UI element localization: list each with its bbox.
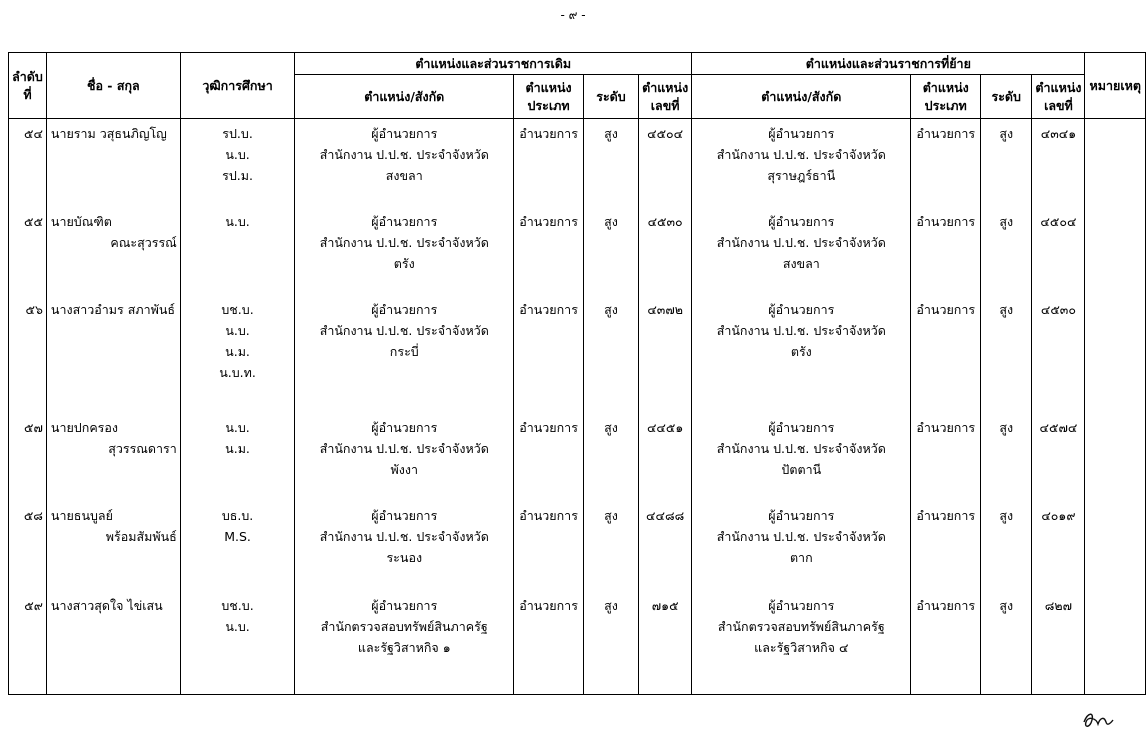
page-number: - ๙ -: [560, 8, 586, 22]
destination-type: [911, 591, 981, 695]
destination-level: [981, 207, 1032, 295]
row-number: [9, 295, 47, 413]
education-item: น.บ.ท.: [219, 364, 256, 380]
destination-level: [981, 119, 1032, 207]
original-type-text: อำนวยการ: [519, 126, 578, 141]
original-position: [295, 295, 514, 413]
table-row: [9, 207, 1146, 295]
person-name: [46, 413, 180, 501]
original-level-text: สูง: [604, 301, 618, 317]
education-list: [180, 295, 295, 413]
destination-position-line: ผู้อำนวยการ: [768, 507, 835, 523]
destination-number-text: ๔๕๗๔: [1039, 419, 1078, 435]
education-item: รป.บ.: [222, 126, 253, 141]
remark-cell: [1085, 295, 1146, 413]
original-level-text: สูง: [604, 597, 618, 613]
original-number-text: ๔๓๗๒: [647, 301, 683, 317]
original-type-text: อำนวยการ: [519, 597, 578, 613]
destination-position-line: ผู้อำนวยการ: [768, 213, 835, 229]
destination-level-text: สูง: [999, 126, 1014, 141]
person-name: [46, 295, 180, 413]
original-type-text: อำนวยการ: [519, 213, 578, 229]
original-type: [514, 295, 584, 413]
destination-position: [692, 413, 911, 501]
original-position-line: ผู้อำนวยการ: [371, 597, 438, 613]
destination-position-line: สำนักงาน ป.ป.ช. ประจำจังหวัด: [716, 234, 886, 250]
destination-type: [911, 295, 981, 413]
education-list: [180, 591, 295, 695]
header-dest-level: ระดับ: [981, 75, 1032, 119]
original-number-text: ๔๔๘๘: [646, 507, 685, 523]
destination-level: [981, 413, 1032, 501]
remark-cell: [1085, 207, 1146, 295]
table-row: [9, 413, 1146, 501]
education-item: บช.บ.: [221, 301, 254, 317]
destination-position-line: และรัฐวิสาหกิจ ๔: [754, 639, 849, 655]
destination-number: [1032, 295, 1085, 413]
person-name: [46, 119, 180, 207]
row-number: [9, 501, 47, 591]
destination-position: [692, 119, 911, 207]
destination-number: [1032, 119, 1085, 207]
destination-position-line: ผู้อำนวยการ: [768, 126, 835, 141]
original-level: [583, 501, 638, 591]
original-position-line: สำนักงาน ป.ป.ช. ประจำจังหวัด: [319, 147, 489, 162]
education-item: น.บ.: [225, 419, 250, 435]
original-type: [514, 413, 584, 501]
remark-cell: [1085, 119, 1146, 207]
destination-number: [1032, 501, 1085, 591]
remark-cell: [1085, 413, 1146, 501]
original-level-text: สูง: [604, 507, 618, 523]
header-remark: หมายเหตุ: [1085, 53, 1146, 119]
destination-position-line: สำนักงาน ป.ป.ช. ประจำจังหวัด: [716, 147, 886, 162]
table-row: [9, 295, 1146, 413]
destination-type-text: อำนวยการ: [916, 213, 976, 229]
destination-position-line: ปัตตานี: [781, 461, 822, 477]
person-name-line1: นายปกครอง: [50, 419, 118, 435]
destination-position: [692, 207, 911, 295]
original-position-line: สำนักงาน ป.ป.ช. ประจำจังหวัด: [319, 234, 489, 250]
destination-position-line: สำนักงาน ป.ป.ช. ประจำจังหวัด: [716, 322, 886, 338]
destination-position-line: สำนักงาน ป.ป.ช. ประจำจังหวัด: [716, 528, 886, 544]
person-name: [46, 207, 180, 295]
destination-position-line: ผู้อำนวยการ: [768, 597, 835, 613]
original-level-text: สูง: [604, 126, 618, 141]
signature-mark: [1080, 708, 1116, 732]
original-position-line: ผู้อำนวยการ: [371, 126, 438, 141]
header-dest-type: ตำแหน่งประเภท: [911, 75, 981, 119]
person-name: [46, 501, 180, 591]
original-type: [514, 591, 584, 695]
original-position-line: และรัฐวิสาหกิจ ๑: [357, 639, 451, 655]
original-level-text: สูง: [604, 213, 618, 229]
education-item: น.บ.: [225, 213, 250, 229]
destination-number-text: ๘๒๗: [1044, 597, 1073, 613]
header-education: วุฒิการศึกษา: [180, 53, 295, 119]
original-position: [295, 119, 514, 207]
destination-type: [911, 119, 981, 207]
header-no: ลำดับที่: [9, 53, 47, 119]
destination-level-text: สูง: [999, 213, 1014, 229]
destination-position-line: สำนักตรวจสอบทรัพย์สินภาครัฐ: [717, 618, 885, 634]
header-orig-type: ตำแหน่งประเภท: [514, 75, 584, 119]
education-item: น.บ.: [225, 147, 250, 162]
destination-type-text: อำนวยการ: [916, 301, 976, 317]
row-number-text: ๕๕: [24, 213, 43, 229]
destination-number: [1032, 207, 1085, 295]
destination-level: [981, 295, 1032, 413]
original-position-line: ผู้อำนวยการ: [371, 419, 438, 435]
original-position: [295, 591, 514, 695]
education-list: [180, 119, 295, 207]
person-name: [46, 591, 180, 695]
person-name-line1: นายราม วสุธนภิญโญ: [50, 126, 167, 141]
person-name-line1: นายบัณฑิต: [50, 213, 112, 229]
header-name: ชื่อ - สกุล: [46, 53, 180, 119]
original-number: [639, 119, 692, 207]
destination-level-text: สูง: [999, 507, 1014, 523]
destination-type-text: อำนวยการ: [916, 507, 976, 523]
education-list: [180, 413, 295, 501]
original-type-text: อำนวยการ: [519, 507, 578, 523]
education-item: บช.บ.: [221, 597, 254, 613]
header-orig-number: ตำแหน่งเลขที่: [639, 75, 692, 119]
original-type: [514, 207, 584, 295]
destination-level-text: สูง: [999, 301, 1014, 317]
destination-number-text: ๔๕๓๐: [1040, 301, 1076, 317]
education-item: น.ม.: [225, 440, 250, 456]
original-position-line: ตรัง: [393, 255, 415, 271]
original-position: [295, 413, 514, 501]
education-item: บธ.บ.: [221, 507, 254, 523]
original-number-text: ๗๑๕: [651, 597, 679, 613]
original-type: [514, 501, 584, 591]
original-number-text: ๔๕๐๔: [647, 126, 684, 141]
destination-type: [911, 413, 981, 501]
destination-number-text: ๔๕๐๔: [1040, 213, 1077, 229]
education-item: น.บ.: [225, 618, 250, 634]
education-list: [180, 207, 295, 295]
destination-level-text: สูง: [999, 597, 1014, 613]
original-level: [583, 413, 638, 501]
original-level-text: สูง: [604, 419, 618, 435]
person-name-line1: นางสาวสุดใจ ไข่เสน: [50, 597, 163, 613]
person-name-line2: คณะสุวรรณ์: [110, 234, 177, 250]
person-name-line1: นางสาวอำมร สภาพันธ์: [50, 301, 176, 317]
table-row: [9, 591, 1146, 695]
row-number: [9, 413, 47, 501]
original-position-line: สำนักงาน ป.ป.ช. ประจำจังหวัด: [319, 322, 489, 338]
destination-type-text: อำนวยการ: [916, 126, 976, 141]
original-number: [639, 295, 692, 413]
original-position-line: สำนักงาน ป.ป.ช. ประจำจังหวัด: [319, 440, 489, 456]
original-level: [583, 591, 638, 695]
row-number-text: ๕๖: [25, 301, 43, 317]
person-name-line1: นายธนบูลย์: [50, 507, 113, 523]
destination-position: [692, 501, 911, 591]
education-list: [180, 501, 295, 591]
destination-type: [911, 501, 981, 591]
destination-position-line: สุราษฎร์ธานี: [767, 168, 836, 183]
original-position-line: สำนักงาน ป.ป.ช. ประจำจังหวัด: [319, 528, 489, 544]
destination-number-text: ๔๓๔๑: [1040, 126, 1077, 141]
destination-position: [692, 295, 911, 413]
destination-position-line: ผู้อำนวยการ: [768, 419, 835, 435]
remark-cell: [1085, 591, 1146, 695]
original-position-line: พังงา: [390, 461, 418, 477]
header-original-position-group: ตำแหน่งและส่วนราชการเดิม: [295, 53, 692, 75]
row-number-text: ๕๔: [24, 126, 43, 141]
original-level: [583, 207, 638, 295]
original-number: [639, 591, 692, 695]
education-item: M.S.: [224, 528, 251, 544]
destination-position-line: ตาก: [789, 549, 813, 565]
table-row: [9, 501, 1146, 591]
original-position: [295, 501, 514, 591]
destination-type: [911, 207, 981, 295]
original-level: [583, 119, 638, 207]
row-number-text: ๕๘: [23, 507, 43, 523]
original-position: [295, 207, 514, 295]
original-number: [639, 501, 692, 591]
row-number-text: ๕๙: [24, 597, 43, 613]
original-position-line: กระบี่: [389, 343, 419, 359]
original-type: [514, 119, 584, 207]
person-name-line2: พร้อมสัมพันธ์: [105, 528, 177, 544]
original-number: [639, 207, 692, 295]
destination-position: [692, 591, 911, 695]
header-orig-position: ตำแหน่ง/สังกัด: [295, 75, 514, 119]
header-dest-position: ตำแหน่ง/สังกัด: [692, 75, 911, 119]
header-destination-position-group: ตำแหน่งและส่วนราชการที่ย้าย: [692, 53, 1085, 75]
original-type-text: อำนวยการ: [519, 419, 578, 435]
original-position-line: ระนอง: [386, 549, 423, 565]
original-number: [639, 413, 692, 501]
destination-position-line: ตรัง: [790, 343, 812, 359]
original-type-text: อำนวยการ: [519, 301, 578, 317]
education-item: น.ม.: [225, 343, 250, 359]
destination-position-line: ผู้อำนวยการ: [768, 301, 835, 317]
destination-type-text: อำนวยการ: [916, 419, 976, 435]
original-position-line: ผู้อำนวยการ: [371, 301, 438, 317]
original-position-line: ผู้อำนวยการ: [371, 507, 438, 523]
original-position-line: สำนักตรวจสอบทรัพย์สินภาครัฐ: [320, 618, 488, 634]
education-item: น.บ.: [225, 322, 250, 338]
original-position-line: ผู้อำนวยการ: [371, 213, 438, 229]
header-orig-level: ระดับ: [583, 75, 638, 119]
original-position-line: สงขลา: [385, 168, 423, 183]
destination-number: [1032, 413, 1085, 501]
original-number-text: ๔๔๕๑: [646, 419, 684, 435]
transfer-table: [8, 52, 1146, 695]
row-number: [9, 591, 47, 695]
original-number-text: ๔๕๓๐: [647, 213, 683, 229]
destination-number: [1032, 591, 1085, 695]
destination-level: [981, 501, 1032, 591]
destination-level: [981, 591, 1032, 695]
original-level: [583, 295, 638, 413]
table-row: [9, 119, 1146, 207]
row-number: [9, 207, 47, 295]
destination-number-text: ๔๐๑๙: [1041, 507, 1076, 523]
destination-position-line: สงขลา: [782, 255, 820, 271]
header-dest-number: ตำแหน่งเลขที่: [1032, 75, 1085, 119]
row-number: [9, 119, 47, 207]
person-name-line2: สุวรรณดารา: [108, 440, 177, 456]
education-item: รป.ม.: [222, 168, 253, 183]
row-number-text: ๕๗: [24, 419, 43, 435]
destination-level-text: สูง: [999, 419, 1014, 435]
remark-cell: [1085, 501, 1146, 591]
destination-position-line: สำนักงาน ป.ป.ช. ประจำจังหวัด: [716, 440, 886, 456]
destination-type-text: อำนวยการ: [916, 597, 976, 613]
